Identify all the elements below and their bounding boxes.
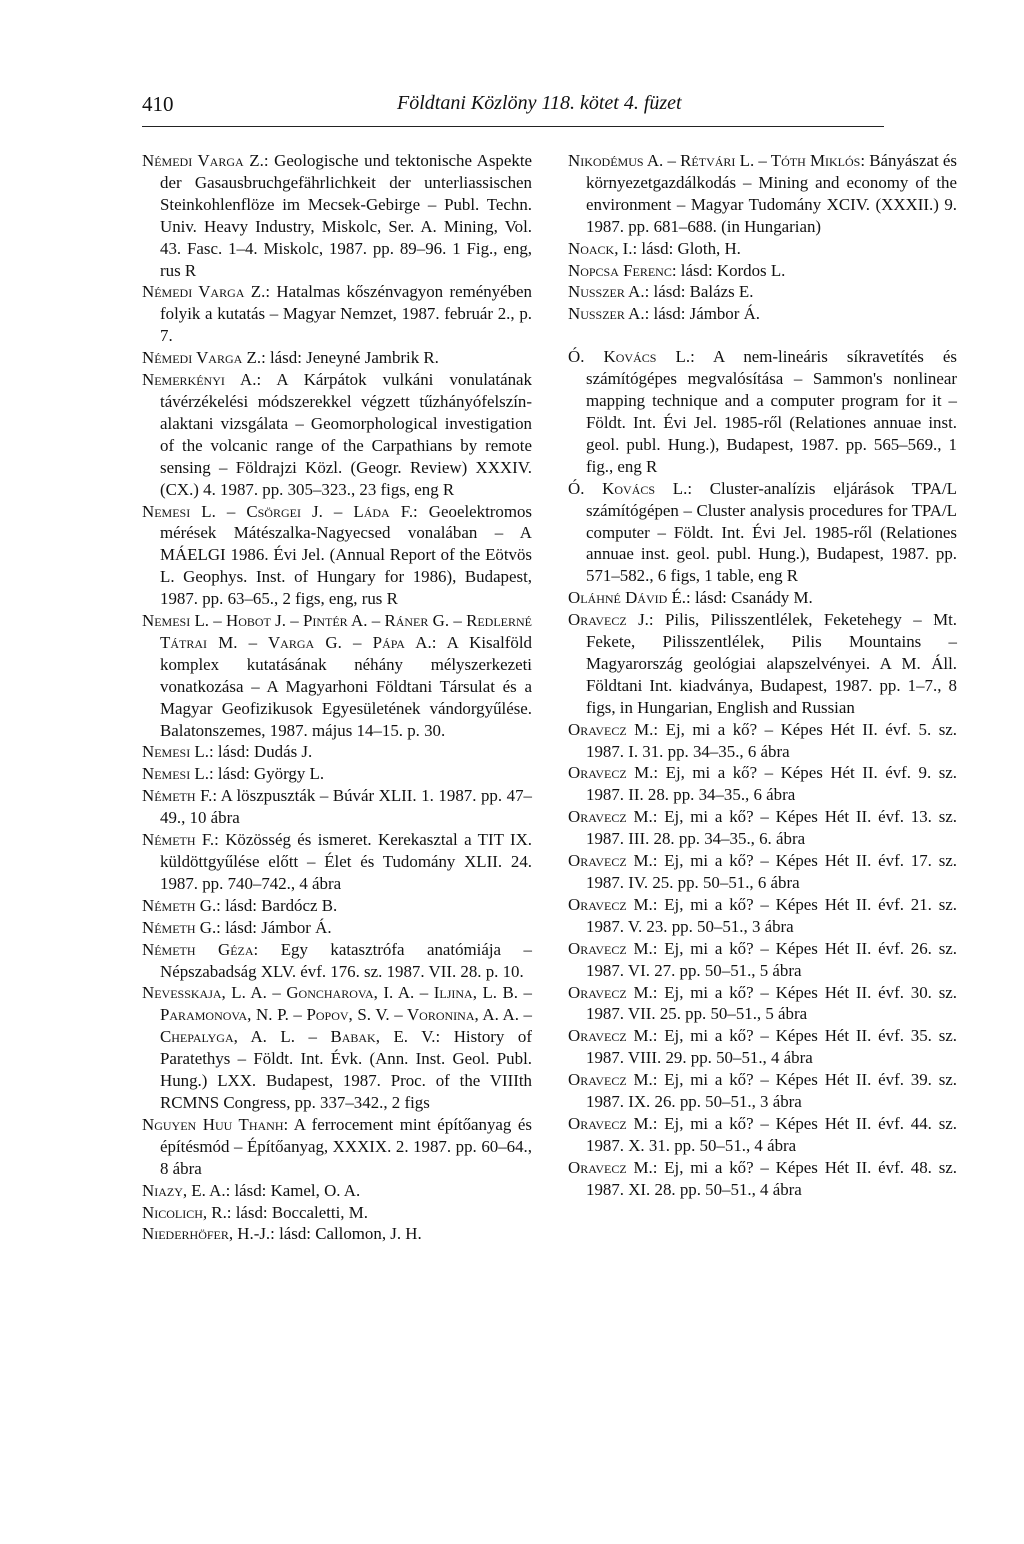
bibliography-entry bbox=[568, 806, 957, 850]
entry-text: : Ej, mi a kő? – Képes Hét II. évf. 44. sz. 1987. X. 31. pp. 50–51., 4 ábra bbox=[586, 1113, 957, 1155]
bibliography-entry bbox=[142, 763, 532, 785]
bibliography-entry bbox=[568, 982, 957, 1026]
entry-text: : Geologische und tektonische Aspekte der Gasausbruchgefährlichkeit der unterliassischen Steinkohlenflöze im Mecsek-Gebirge – Publ. Techn. Univ. Heavy Industry, Miskolc, Ser. A. Mining, Vol. 43. Fasc. 1–4. Miskolc, 1987. pp. 89–96. 1 Fig., eng, rus R bbox=[160, 151, 533, 280]
entry-author: Oravecz M. bbox=[568, 1070, 653, 1090]
entry-text: : History of Paratethys – Földt. Int. Évk. (Ann. Inst. Geol. Publ. Hung.) LXX. Budapest, 1987. Proc. of the VIIIth RCMNS Congress, pp. 337–342., 2 figs bbox=[160, 1027, 532, 1112]
entry-author: Oravecz M. bbox=[568, 938, 653, 958]
entry-author: Nevesskaja, L. A. – Goncharova, I. A. – Iljina, L. B. – Paramonova, N. P. – Popov, S. V. – Voronina, A. A. – Chepalyga, A. L. – Babak, E. V. bbox=[142, 983, 532, 1047]
bibliography-entry bbox=[142, 150, 532, 281]
bibliography-entry bbox=[568, 719, 957, 763]
entry-text: : lásd: Kordos L. bbox=[671, 260, 786, 280]
bibliography-entry bbox=[142, 939, 532, 983]
entry-author: Németh Géza bbox=[142, 939, 254, 959]
bibliography-entry bbox=[142, 1202, 532, 1224]
entry-author: Oravecz M. bbox=[568, 1026, 653, 1046]
entry-text: : Ej, mi a kő? – Képes Hét II. évf. 26. sz. 1987. VI. 27. pp. 50–51., 5 ábra bbox=[586, 938, 957, 980]
entry-text: : Ej, mi a kő? – Képes Hét II. évf. 9. sz. 1987. II. 28. pp. 34–35., 6 ábra bbox=[586, 763, 957, 805]
entry-author: Németh G. bbox=[142, 917, 217, 937]
entry-text: : Közösség és ismeret. Kerekasztal a TIT IX. küldöttgyűlése előtt – Élet és Tudomány XLII. 24. 1987. pp. 740–742., 4 ábra bbox=[160, 830, 532, 893]
entry-author: Oravecz M. bbox=[568, 1113, 653, 1133]
bibliography-entry bbox=[568, 850, 957, 894]
bibliography-entry bbox=[568, 303, 957, 325]
bibliography-entry bbox=[142, 1223, 532, 1245]
running-title: Földtani Közlöny 118. kötet 4. füzet bbox=[397, 92, 682, 114]
entry-text: : Bányászat és környezetgazdálkodás – Mining and economy of the environment – Magyar Tudomány XCIV. (XXXII.) 9. 1987. pp. 681–688. (in Hungarian) bbox=[586, 151, 957, 236]
entry-author: Nguyen Huu Thanh bbox=[142, 1114, 284, 1134]
entry-author: Oravecz M. bbox=[568, 851, 653, 871]
bibliography-entry bbox=[568, 762, 957, 806]
entry-text: : A ferrocement mint építőanyag és építésmód – Építőanyag, XXXIX. 2. 1987. pp. 60–64., 8 ábra bbox=[160, 1114, 532, 1178]
bibliography-entry bbox=[568, 238, 957, 260]
entry-author: Némedi Varga Z. bbox=[142, 348, 262, 368]
entry-text: : lásd: Jámbor Á. bbox=[644, 304, 760, 324]
entry-author: Oláhné Dávid É. bbox=[568, 588, 687, 608]
bibliography-right-column bbox=[568, 150, 957, 1201]
entry-author: Niederhöfer, H.-J. bbox=[142, 1224, 271, 1244]
entry-text: : Ej, mi a kő? – Képes Hét II. évf. 17. sz. 1987. IV. 25. pp. 50–51., 6 ábra bbox=[586, 851, 957, 892]
entry-text: : A nem-lineáris síkravetítés és számítógépes megvalósítása – Sammon's nonlinear mapping technique and a computer program for it – Földt. Int. Évi Jel. 1985-ről (Relationes annuae inst. geol. publ. Hung.), Budapest, 1987. pp. 565–569., 1 fig., eng R bbox=[586, 347, 957, 476]
bibliography-entry bbox=[142, 785, 532, 829]
bibliography-entry bbox=[142, 741, 532, 763]
entry-text: : lásd: Jámbor Á. bbox=[216, 917, 332, 937]
entry-author: Németh F. bbox=[142, 830, 215, 850]
entry-text: : Ej, mi a kő? – Képes Hét II. évf. 39. sz. 1987. IX. 26. pp. 50–51., 3 ábra bbox=[586, 1070, 957, 1112]
bibliography-entry bbox=[568, 1157, 957, 1201]
bibliography-entry bbox=[568, 587, 957, 609]
entry-text: : lásd: Csanády M. bbox=[686, 588, 813, 608]
entry-text: : lásd: Balázs E. bbox=[644, 282, 754, 302]
bibliography-left-column bbox=[142, 150, 532, 1245]
bibliography-entry bbox=[142, 501, 532, 611]
bibliography-entry bbox=[142, 917, 532, 939]
entry-author: Némedi Varga Z. bbox=[142, 282, 266, 302]
bibliography-entry bbox=[568, 894, 957, 938]
bibliography-entry bbox=[568, 1025, 957, 1069]
entry-author: Németh G. bbox=[142, 895, 217, 915]
entry-author: Oravecz M. bbox=[568, 982, 653, 1002]
bibliography-entry bbox=[568, 150, 957, 238]
bibliography-entry bbox=[142, 347, 532, 369]
bibliography-entry bbox=[142, 895, 532, 917]
bibliography-entry bbox=[568, 938, 957, 982]
bibliography-entry bbox=[568, 281, 957, 303]
entry-author: Nemesi L. bbox=[142, 742, 209, 762]
entry-text: : Geoelektromos mérések Mátészalka-Nagyecsed vonalában – A MÁELGI 1986. Évi Jel. (Annual Report of the Eötvös L. Geophys. Inst. of Hungary for 1986), Budapest, 1987. pp. 63–65., 2 figs, eng, rus R bbox=[160, 501, 532, 609]
page-number: 410 bbox=[142, 92, 174, 116]
entry-author: Noack, I. bbox=[568, 238, 633, 258]
entry-author: Oravecz M. bbox=[568, 719, 654, 739]
entry-author: Oravecz M. bbox=[568, 807, 653, 827]
bibliography-entry bbox=[142, 369, 532, 500]
bibliography-entry bbox=[568, 1069, 957, 1113]
entry-text: : Cluster-analízis eljárások TPA/L számítógépen – Cluster analysis procedures for TPA/L computer – Földt. Int. Évi Jel. 1985-ről (Relationes annuae inst. geol. publ. Hung.), Budapest, 1987. pp. 571–582., 6 figs, 1 table, eng R bbox=[586, 478, 957, 586]
entry-text: : lásd: Jeneyné Jambrik R. bbox=[261, 348, 439, 368]
entry-text: : lásd: Bardócz B. bbox=[216, 895, 338, 915]
entry-author: Nusszer A. bbox=[568, 282, 645, 302]
entry-text: : lásd: György L. bbox=[208, 764, 325, 784]
entry-author: Ó. Kovács L. bbox=[568, 347, 691, 367]
entry-author: Némedi Varga Z. bbox=[142, 151, 264, 170]
bibliography-entry bbox=[568, 346, 957, 477]
entry-author: Oravecz M. bbox=[568, 1157, 653, 1177]
entry-text: : Egy katasztrófa anatómiája – Népszabadság XLV. évf. 176. sz. 1987. VII. 28. p. 10. bbox=[160, 939, 532, 981]
entry-text: : A löszpuszták – Búvár XLII. 1. 1987. pp. 47–49., 10 ábra bbox=[160, 786, 532, 828]
bibliography-entry bbox=[142, 610, 532, 741]
entry-text: : lásd: Callomon, J. H. bbox=[270, 1224, 422, 1244]
entry-author: Nemerkényi A. bbox=[142, 370, 257, 390]
entry-text: : Ej, mi a kő? – Képes Hét II. évf. 13. sz. 1987. III. 28. pp. 34–35., 6. ábra bbox=[586, 807, 957, 849]
bibliography-entry bbox=[142, 281, 532, 347]
entry-text: : lásd: Kamel, O. A. bbox=[225, 1180, 361, 1200]
entry-author: Németh F. bbox=[142, 786, 213, 806]
entry-author: Nopcsa Ferenc bbox=[568, 260, 672, 280]
bibliography-entry bbox=[568, 260, 957, 282]
page-header bbox=[142, 92, 884, 127]
bibliography-entry bbox=[142, 1180, 532, 1202]
bibliography-entry bbox=[568, 478, 957, 588]
entry-text: : Ej, mi a kő? – Képes Hét II. évf. 48. sz. 1987. XI. 28. pp. 50–51., 4 ábra bbox=[586, 1157, 957, 1199]
entry-author: Nemesi L. – Hobot J. – Pintér A. – Ráner G. – Redlerné Tátrai M. – Varga G. – Pápa A. bbox=[142, 611, 532, 652]
bibliography-entry bbox=[568, 609, 957, 719]
entry-author: Nikodémus A. – Rétvári L. – Tóth Miklós bbox=[568, 151, 861, 170]
bibliography-entry bbox=[568, 1113, 957, 1157]
entry-text: : Hatalmas kőszénvagyon reményében folyik a kutatás – Magyar Nemzet, 1987. február 2., p. 7. bbox=[160, 282, 532, 346]
entry-author: Niazy, E. A. bbox=[142, 1180, 226, 1200]
entry-text: : A Kárpátok vulkáni vonulatának távérzékelési módszerekkel végzett tűzhányófelszín-alaktani vizsgálata – Geomorphological investigation of the volcanic range of the Carpathians by remote sensing – Földrajzi Közl. (Geogr. Review) XXXIV. (CX.) 4. 1987. pp. 305–323., 23 figs, eng R bbox=[160, 370, 532, 499]
entry-author: Nusszer A. bbox=[568, 304, 645, 324]
entry-author: Ó. Kovács L. bbox=[568, 478, 688, 498]
entry-text: : Ej, mi a kő? – Képes Hét II. évf. 5. sz. 1987. I. 31. pp. 34–35., 6 ábra bbox=[586, 719, 957, 761]
entry-text: : Ej, mi a kő? – Képes Hét II. évf. 35. sz. 1987. VIII. 29. pp. 50–51., 4 ábra bbox=[586, 1026, 957, 1068]
entry-author: Oravecz J. bbox=[568, 610, 649, 630]
entry-text: : Ej, mi a kő? – Képes Hét II. évf. 30. sz. 1987. VII. 25. pp. 50–51., 5 ábra bbox=[586, 982, 957, 1024]
entry-author: Nemesi L. – Csörgei J. – Láda F. bbox=[142, 501, 414, 521]
entry-author: Nicolich, R. bbox=[142, 1202, 227, 1222]
entry-author: Nemesi L. bbox=[142, 764, 209, 784]
entry-text: : Pilis, Pilisszentlélek, Feketehegy – Mt. Fekete, Pilisszentlélek, Pilis Mountains – Magyarország geológiai alapszelvényei. A M. Áll. Földtani Int. kiadványa, Budapest, 1987. pp. 1–7., 8 figs, in Hungarian, English and Russian bbox=[586, 610, 957, 717]
entry-text: : A Kisalföld komplex kutatásának néhány mélyszerkezeti vonatkozása – A Magyarhoni Földtani Társulat és a Magyar Geofizikusok Egyesületének vándorgyűlése. Balatonszemes, 1987. május 14–15. p. 30. bbox=[160, 632, 532, 740]
bibliography-entry bbox=[142, 829, 532, 895]
entry-author: Oravecz M. bbox=[568, 894, 653, 914]
entry-text: : Ej, mi a kő? – Képes Hét II. évf. 21. sz. 1987. V. 23. pp. 50–51., 3 ábra bbox=[586, 894, 957, 936]
bibliography-entry bbox=[142, 982, 532, 1113]
bibliography-entry bbox=[142, 1114, 532, 1180]
entry-text: : lásd: Boccaletti, M. bbox=[226, 1202, 368, 1222]
entry-text: : lásd: Dudás J. bbox=[208, 742, 313, 762]
entry-text: : lásd: Gloth, H. bbox=[632, 238, 741, 258]
entry-author: Oravecz M. bbox=[568, 763, 654, 783]
